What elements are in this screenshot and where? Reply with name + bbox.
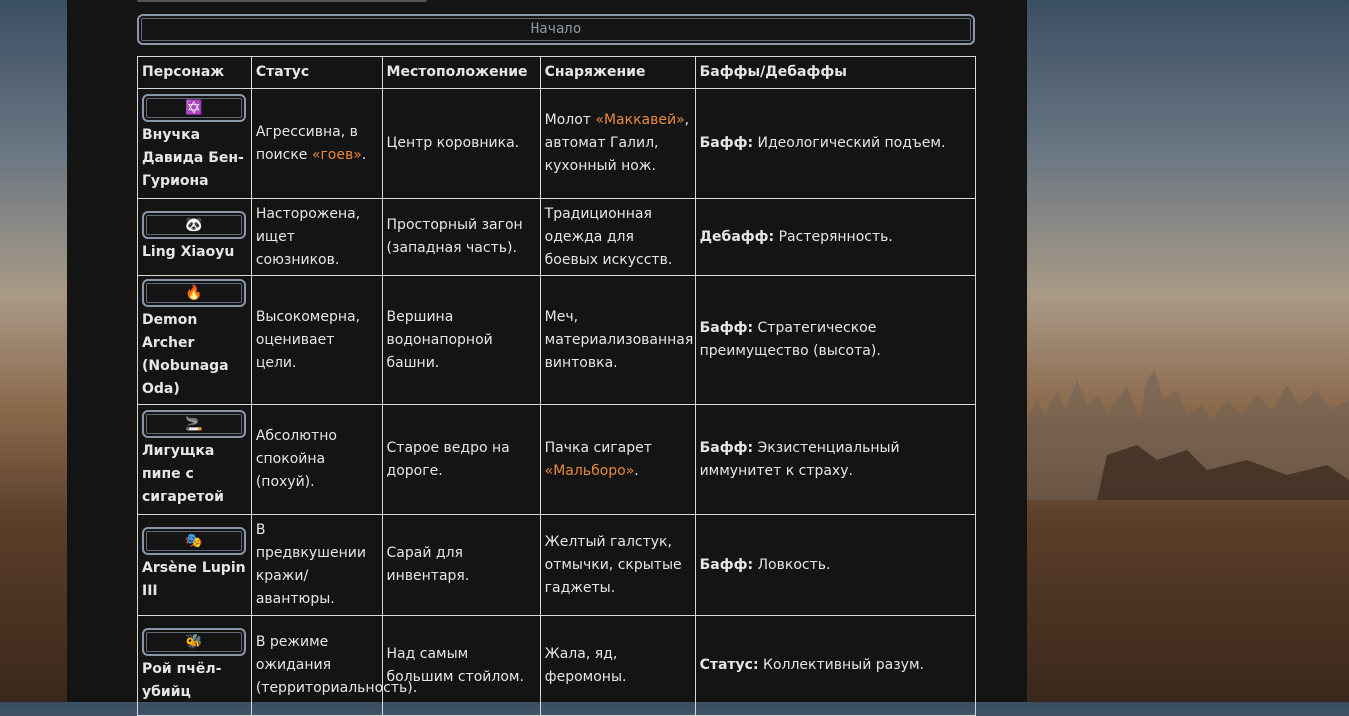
status-accent: «гоев» [311,146,362,163]
character-name: Ling Xiaoyu [142,243,235,260]
effect-text: Стратегическое преимущество (высота). [699,320,881,359]
column-header-character: Персонаж [138,57,252,89]
effect-tag: Бафф: [699,439,754,456]
character-name: Рой пчёл-убийц [142,660,222,700]
gear-text: Традиционная одежда для боевых искусств. [544,205,673,268]
effect-cell [695,199,975,276]
gear-cell [540,276,695,405]
table-row [138,405,976,515]
column-header-status: Статус [251,57,382,89]
effect-cell [695,405,975,515]
character-emoji-button[interactable]: 🔥 [142,279,246,307]
gear-text: Жала, яд, феромоны. [544,645,627,685]
effect-tag: Бафф: [699,556,754,573]
status-text: В предвкушении кражи/авантюры. [255,522,366,607]
background-ruins [1027,360,1349,500]
gear-cell [540,199,695,276]
character-emoji-button[interactable]: 🐝 [142,628,246,656]
table-row [138,199,976,276]
character-name: Лигущка пипе с сигаретой [142,443,224,505]
status-cell [251,515,382,616]
effect-tag: Бафф: [699,320,754,336]
column-header-location: Местоположение [382,57,540,89]
gear-text: Желтый галстук, отмычки, скрытые гаджеты. [544,533,682,596]
status-text: Агрессивна, в поиске [255,123,358,163]
status-cell [251,276,382,405]
effect-tag: Дебафф: [699,228,775,245]
location-cell: Старое ведро на дороге. [382,405,540,515]
status-cell [251,89,382,199]
gear-cell [540,515,695,616]
column-header-gear: Снаряжение [540,57,695,89]
gear-cell [540,89,695,199]
character-cell [138,276,252,405]
character-name: Demon Archer (Nobunaga Oda) [142,312,229,397]
effect-cell [695,616,975,716]
character-name: Arsène Lupin III [142,560,246,599]
effect-text: Идеологический подъем. [753,135,946,151]
character-emoji-button[interactable]: 🐼 [142,211,246,239]
character-name: Внучка Давида Бен-Гуриона [142,127,244,189]
character-emoji-button[interactable]: 🎭 [142,527,246,555]
effect-tag: Бафф: [699,135,754,151]
effect-text: Ловкость. [753,556,831,573]
table-row [138,616,976,716]
gear-cell [540,405,695,515]
location-cell: Над самым большим стойлом. [382,616,540,716]
status-text: Насторожена, ищет союзников. [255,205,361,268]
character-cell [138,405,252,515]
status-cell [251,405,382,515]
character-cell [138,515,252,616]
table-header-row [138,57,976,89]
character-emoji-button[interactable]: 🚬 [142,410,246,438]
effect-cell [695,276,975,405]
location-cell: Просторный загон (западная часть). [382,199,540,276]
character-cell [138,89,252,199]
column-header-effects: Баффы/Дебаффы [695,57,975,89]
effect-text: Коллективный разум. [758,657,924,673]
gear-text: Меч, материализованная винтовка. [544,308,694,371]
status-text: В режиме ожидания (территориальность). [255,634,418,696]
effect-tag: Статус: [699,657,759,673]
gear-accent: «Маккавей» [595,112,685,128]
character-cell [138,616,252,716]
character-emoji-button[interactable]: ✡️ [142,94,246,122]
character-table [137,56,976,716]
effect-cell [695,89,975,199]
status-cell [251,616,418,716]
gear-text: Пачка сигарет [544,439,652,456]
table-row [138,276,976,405]
effect-text: Экзистенциальный иммунитет к страху. [699,439,900,479]
table-row [138,515,976,616]
status-text: Абсолютно спокойна (похуй). [255,428,337,490]
location-cell: Вершина водонапорной башни. [382,276,540,405]
gear-text: Молот [544,112,596,128]
table-row [138,89,976,199]
status-text: Высокомерна, оценивает цели. [255,308,361,371]
top-scroll-stub [137,0,427,2]
location-cell: Центр коровника. [382,89,540,199]
gear-accent: «Мальборо» [544,462,635,479]
location-cell: Сарай для инвентаря. [382,515,540,616]
effect-text: Растерянность. [774,228,893,245]
gear-cell [540,616,695,716]
home-button[interactable]: Начало [137,14,975,45]
gear-text-end: , автомат Галил, кухонный нож. [544,112,690,174]
gear-text-end: . [634,462,639,479]
character-cell [138,199,252,276]
effect-cell [695,515,975,616]
status-cell [251,199,382,276]
status-text-end: . [361,146,367,163]
